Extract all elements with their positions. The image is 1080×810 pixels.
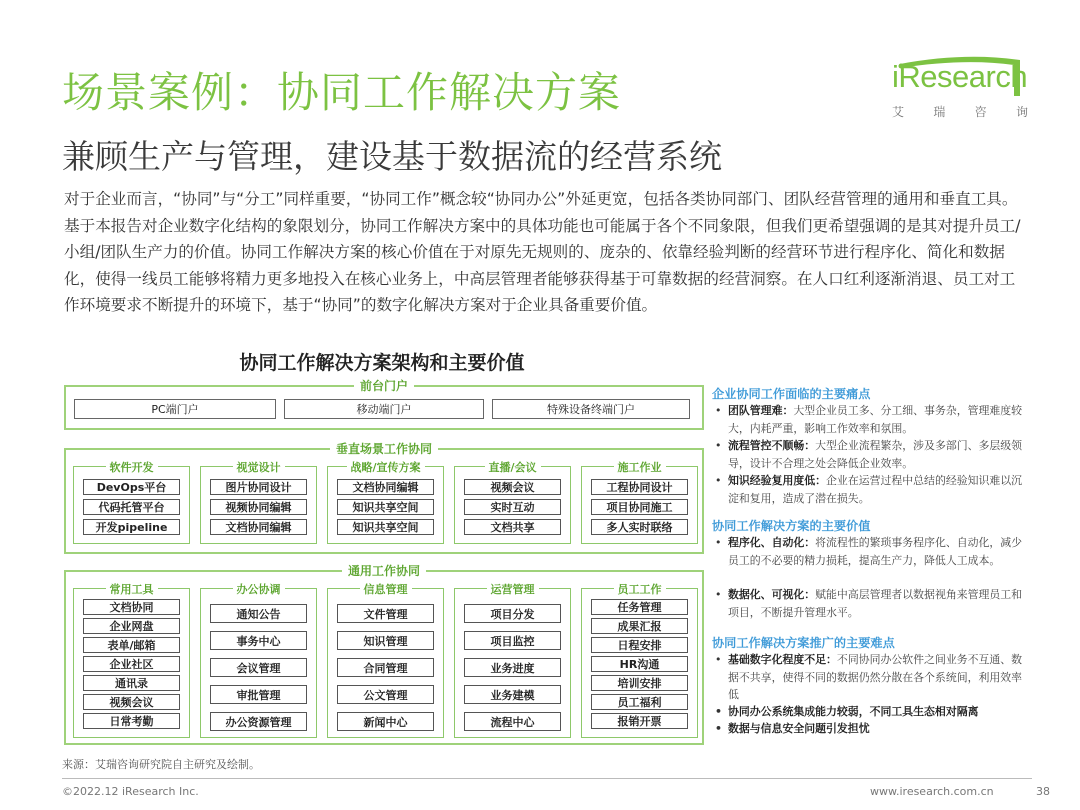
- portal-box: PC端门户: [74, 399, 276, 419]
- bullet-item: [712, 586, 1030, 621]
- logo-char: 询: [1015, 105, 1028, 119]
- group-label: 垂直场景工作协同: [330, 440, 438, 457]
- item-box: 任务管理: [591, 599, 688, 615]
- item-box: 知识共享空间: [337, 519, 434, 535]
- item-box: 项目分发: [464, 604, 561, 623]
- bullet-item: [712, 703, 1030, 721]
- item-box: DevOps平台: [83, 479, 180, 495]
- section-heading: 协同工作解决方案推广的主要难点: [712, 636, 895, 650]
- subgroup-box: [73, 583, 190, 738]
- page-number: 38: [1036, 785, 1050, 798]
- item-box: 视频会议: [83, 694, 180, 710]
- item-box: 通讯录: [83, 675, 180, 691]
- logo-chinese: [892, 103, 1028, 120]
- item-box: 成果汇报: [591, 618, 688, 634]
- item-box: 文档协同: [83, 599, 180, 615]
- subgroup-box: [73, 461, 190, 544]
- bullet-item: [712, 651, 1030, 704]
- bullet-text: 将流程性的繁琐事务程序化、自动化，减少员工的不必要的精力损耗，提高生产力，降低人工成本。: [728, 536, 1023, 567]
- subgroup-box: [581, 583, 698, 738]
- subgroup-box: [581, 461, 698, 544]
- bullet-lead: 基础数字化程度不足：: [728, 653, 837, 666]
- vertical-collaboration-group: [64, 442, 704, 554]
- subgroup-box: [327, 461, 444, 544]
- item-box: 业务进度: [464, 658, 561, 677]
- source-note: 来源：艾瑞咨询研究院自主研究及绘制。: [62, 758, 260, 771]
- item-box: 员工福利: [591, 694, 688, 710]
- bullet-lead: 流程管控不顺畅：: [728, 439, 816, 452]
- item-box: 业务建模: [464, 685, 561, 704]
- subgroup-box: [327, 583, 444, 738]
- subgroup-label: 施工作业: [614, 459, 666, 475]
- bullet-text: 企业在运营过程中总结的经验知识难以沉淀和复用，造成了潜在损失。: [728, 474, 1023, 505]
- item-box: 新闻中心: [337, 712, 434, 731]
- group-label: 通用工作协同: [342, 562, 426, 579]
- subgroup-label: 运营管理: [487, 581, 539, 597]
- subgroup-label: 信息管理: [360, 581, 412, 597]
- footer-divider: [62, 778, 1032, 779]
- item-box: 通知公告: [210, 604, 307, 623]
- item-box: 知识共享空间: [337, 499, 434, 515]
- front-portal-group: [64, 379, 704, 430]
- item-box: 代码托管平台: [83, 499, 180, 515]
- section-heading: 企业协同工作面临的主要痛点: [712, 387, 871, 401]
- item-box: 报销开票: [591, 713, 688, 729]
- item-box: 工程协同设计: [591, 479, 688, 495]
- item-box: 事务中心: [210, 631, 307, 650]
- bullet-item: [712, 402, 1030, 437]
- item-box: 多人实时联络: [591, 519, 688, 535]
- item-box: 会议管理: [210, 658, 307, 677]
- item-box: 办公资源管理: [210, 712, 307, 731]
- subgroup-label: 视觉设计: [233, 459, 285, 475]
- item-box: 视频会议: [464, 479, 561, 495]
- item-box: 项目监控: [464, 631, 561, 650]
- page-title: 场景案例：协同工作解决方案: [62, 68, 622, 117]
- item-box: 项目协同施工: [591, 499, 688, 515]
- iresearch-logo: [892, 56, 1032, 126]
- item-box: 企业网盘: [83, 618, 180, 634]
- section-heading: 协同工作解决方案的主要价值: [712, 519, 871, 533]
- bullet-text: 不同协同办公软件之间业务不互通、数据不共享，使得不同的数据仍然分散在各个系统间，利用效率低: [728, 653, 1023, 701]
- diagram-title: 协同工作解决方案架构和主要价值: [239, 352, 525, 374]
- bullet-lead: 协同办公系统集成能力较弱，不同工具生态相对隔离: [728, 705, 979, 718]
- bullet-lead: 团队管理难：: [728, 404, 794, 417]
- item-box: 流程中心: [464, 712, 561, 731]
- group-label: 前台门户: [354, 377, 414, 394]
- subgroup-label: 办公协调: [233, 581, 285, 597]
- subgroup-box: [200, 583, 317, 738]
- item-box: 企业社区: [83, 656, 180, 672]
- item-box: 表单/邮箱: [83, 637, 180, 653]
- subgroup-label: 常用工具: [106, 581, 158, 597]
- item-box: 视频协同编辑: [210, 499, 307, 515]
- item-box: 开发pipeline: [83, 519, 180, 535]
- bullet-item: [712, 534, 1030, 569]
- item-box: 审批管理: [210, 685, 307, 704]
- logo-char: 艾: [892, 105, 905, 119]
- bullet-item: [712, 437, 1030, 472]
- subgroup-label: 员工工作: [614, 581, 666, 597]
- item-box: 图片协同设计: [210, 479, 307, 495]
- subgroup-box: [454, 583, 571, 738]
- item-box: 实时互动: [464, 499, 561, 515]
- subgroup-box: [200, 461, 317, 544]
- general-collaboration-group: [64, 564, 704, 745]
- bullet-text: 大型企业员工多、分工细、事务杂，管理难度较大，内耗严重，影响工作效率和氛围。: [728, 404, 1023, 435]
- bullet-lead: 数据与信息安全问题引发担忧: [728, 722, 870, 735]
- item-box: 日程安排: [591, 637, 688, 653]
- bullet-lead: 数据化、可视化：: [728, 588, 816, 601]
- logo-wordmark: iResearch: [892, 59, 1028, 94]
- website-link[interactable]: www.iresearch.com.cn: [870, 785, 994, 798]
- item-box: 文档共享: [464, 519, 561, 535]
- item-box: 文档协同编辑: [210, 519, 307, 535]
- bullet-text: 大型企业流程繁杂，涉及多部门、多层级领导，设计不合理之处会降低企业效率。: [728, 439, 1023, 470]
- item-box: 知识管理: [337, 631, 434, 650]
- portal-box: 移动端门户: [284, 399, 484, 419]
- portal-box: 特殊设备终端门户: [492, 399, 690, 419]
- bullet-text: 赋能中高层管理者以数据视角来管理员工和项目，不断提升管理水平。: [728, 588, 1023, 619]
- bullet-item: [712, 720, 1030, 738]
- subgroup-box: [454, 461, 571, 544]
- subgroup-label: 战略/宣传方案: [346, 459, 424, 475]
- subgroup-label: 直播/会议: [484, 459, 540, 475]
- item-box: 公文管理: [337, 685, 434, 704]
- intro-paragraph: 对于企业而言，“协同”与“分工”同样重要，“协同工作”概念较“协同办公”外延更宽，包括各类协同部门、团队经营管理的通用和垂直工具。基于本报告对企业数字化结构的象限划分，协同工作解决方案中的具体功能也可能属于各个不同象限，但我们更希望强调的是其对提升员工/小组/团队生产力的价值。协同工作解决方案的核心价值在于对原先无规则的、庞杂的、依靠经验判断的经营环节进行程序化、简化和数据化，使得一线员工能够将精力更多地投入在核心业务上，中高层管理者能够获得基于可靠数据的经营洞察。在人口红利逐渐消退、员工对工作环境要求不断提升的环境下，基于“协同”的数字化解决方案对于企业具备重要价值。: [64, 190, 1021, 314]
- logo-char: 瑞: [933, 105, 946, 119]
- item-box: 文档协同编辑: [337, 479, 434, 495]
- bullet-item: [712, 472, 1030, 507]
- copyright: ©2022.12 iResearch Inc.: [62, 785, 199, 798]
- subgroup-label: 软件开发: [106, 459, 158, 475]
- item-box: 培训安排: [591, 675, 688, 691]
- bullet-lead: 知识经验复用度低：: [728, 474, 827, 487]
- item-box: 文件管理: [337, 604, 434, 623]
- bullet-lead: 程序化、自动化：: [728, 536, 816, 549]
- item-box: 日常考勤: [83, 713, 180, 729]
- item-box: 合同管理: [337, 658, 434, 677]
- logo-char: 咨: [974, 105, 987, 119]
- page-subtitle: 兼顾生产与管理，建设基于数据流的经营系统: [62, 137, 722, 176]
- item-box: HR沟通: [591, 656, 688, 672]
